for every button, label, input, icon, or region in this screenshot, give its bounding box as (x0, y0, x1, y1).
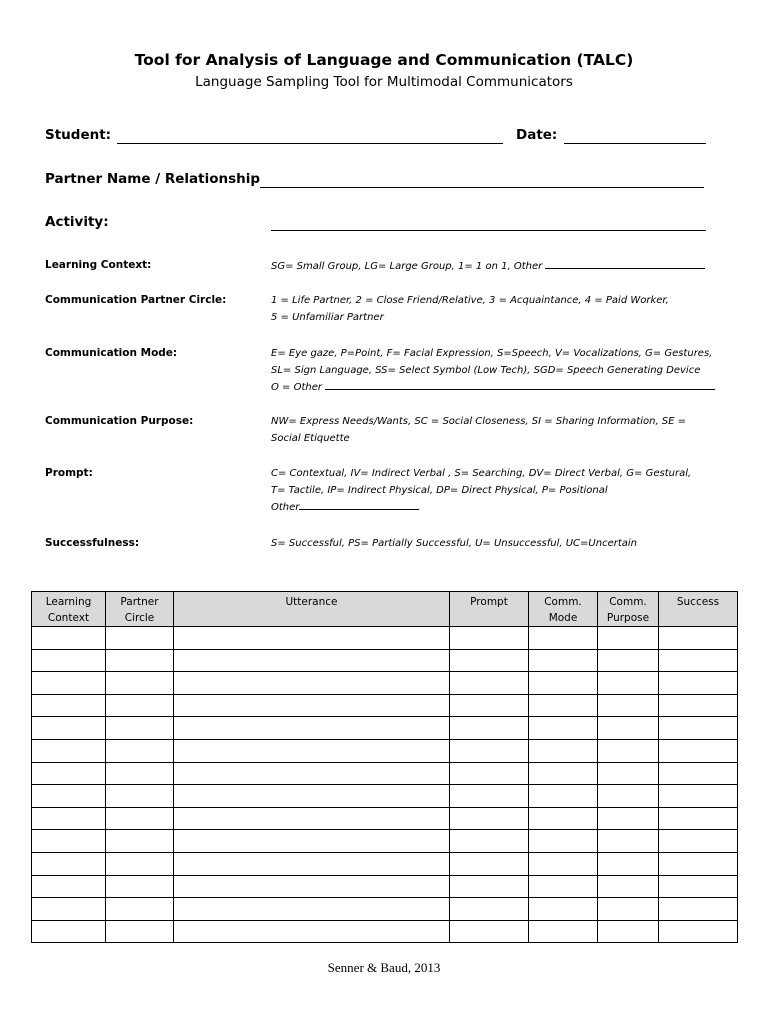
prompt-cell[interactable] (450, 739, 529, 762)
comm-purpose-cell[interactable] (598, 898, 659, 921)
learning-context-cell[interactable] (32, 717, 106, 740)
utterance-cell[interactable] (174, 920, 450, 943)
comm-mode-cell[interactable] (529, 672, 598, 695)
comm-mode-cell[interactable] (529, 627, 598, 650)
prompt-label: Prompt: (45, 467, 93, 479)
communication-mode-codes: E= Eye gaze, P=Point, F= Facial Expression, S=Speech, V= Vocalizations, G= Gestures, SL= Sign Language, SS= Select Symbol (Low Tech), SGD= Speech Generating Device O = Other (271, 346, 741, 397)
partner-label: Partner Name / Relationship (45, 171, 261, 187)
learning-context-codes: SG= Small Group, LG= Large Group, 1= 1 on 1, Other (271, 258, 731, 276)
mode-other-blank[interactable] (325, 379, 715, 390)
prompt-cell[interactable] (450, 875, 529, 898)
header-utterance: Utterance (174, 592, 450, 627)
partner-circle-cell[interactable] (106, 694, 174, 717)
success-cell[interactable] (659, 785, 738, 808)
sampling-table (31, 591, 738, 943)
partner-circle-label: Communication Partner Circle: (45, 294, 227, 306)
table-row (32, 694, 738, 717)
table-row (32, 649, 738, 672)
comm-purpose-cell[interactable] (598, 627, 659, 650)
activity-field[interactable] (271, 230, 706, 231)
activity-label: Activity: (45, 214, 109, 230)
partner-circle-cell[interactable] (106, 807, 174, 830)
utterance-cell[interactable] (174, 875, 450, 898)
comm-purpose-cell[interactable] (598, 920, 659, 943)
communication-purpose-label: Communication Purpose: (45, 415, 194, 427)
learning-context-cell[interactable] (32, 627, 106, 650)
header-partner-circle: Partner Circle (106, 592, 174, 627)
comm-purpose-cell[interactable] (598, 739, 659, 762)
student-field[interactable] (117, 143, 503, 144)
comm-purpose-cell[interactable] (598, 762, 659, 785)
comm-purpose-cell[interactable] (598, 875, 659, 898)
utterance-cell[interactable] (174, 627, 450, 650)
success-cell[interactable] (659, 762, 738, 785)
learning-context-cell[interactable] (32, 785, 106, 808)
comm-purpose-cell[interactable] (598, 785, 659, 808)
prompt-cell[interactable] (450, 785, 529, 808)
communication-mode-label: Communication Mode: (45, 347, 178, 359)
form-subtitle: Language Sampling Tool for Multimodal Communicators (195, 74, 573, 90)
citation: Senner & Baud, 2013 (327, 960, 441, 975)
success-cell[interactable] (659, 739, 738, 762)
header-success: Success (659, 592, 738, 627)
success-cell[interactable] (659, 694, 738, 717)
learning-context-cell[interactable] (32, 807, 106, 830)
partner-circle-cell[interactable] (106, 649, 174, 672)
comm-purpose-cell[interactable] (598, 717, 659, 740)
form-title: Tool for Analysis of Language and Communication (TALC) (134, 51, 634, 69)
learning-context-other-blank[interactable] (545, 258, 705, 269)
utterance-cell[interactable] (174, 898, 450, 921)
table-row (32, 762, 738, 785)
utterance-cell[interactable] (174, 694, 450, 717)
prompt-cell[interactable] (450, 672, 529, 695)
comm-mode-cell[interactable] (529, 920, 598, 943)
learning-context-cell[interactable] (32, 649, 106, 672)
utterance-cell[interactable] (174, 785, 450, 808)
table-row (32, 830, 738, 853)
table-row (32, 852, 738, 875)
table-row (32, 672, 738, 695)
comm-purpose-cell[interactable] (598, 694, 659, 717)
success-cell[interactable] (659, 830, 738, 853)
partner-circle-cell[interactable] (106, 852, 174, 875)
date-field[interactable] (564, 143, 706, 144)
comm-mode-cell[interactable] (529, 785, 598, 808)
table-row (32, 717, 738, 740)
utterance-cell[interactable] (174, 852, 450, 875)
communication-purpose-codes: NW= Express Needs/Wants, SC = Social Closeness, SI = Sharing Information, SE = Social Etiquette (271, 416, 687, 444)
partner-circle-cell[interactable] (106, 627, 174, 650)
partner-circle-cell[interactable] (106, 672, 174, 695)
prompt-cell[interactable] (450, 717, 529, 740)
learning-context-cell[interactable] (32, 830, 106, 853)
success-cell[interactable] (659, 898, 738, 921)
comm-mode-cell[interactable] (529, 898, 598, 921)
table-row (32, 898, 738, 921)
partner-circle-cell[interactable] (106, 762, 174, 785)
utterance-cell[interactable] (174, 830, 450, 853)
table-header-row (32, 592, 738, 627)
comm-purpose-cell[interactable] (598, 672, 659, 695)
learning-context-cell[interactable] (32, 852, 106, 875)
prompt-cell[interactable] (450, 627, 529, 650)
learning-context-cell[interactable] (32, 739, 106, 762)
success-cell[interactable] (659, 672, 738, 695)
success-cell[interactable] (659, 649, 738, 672)
student-label: Student: (45, 127, 112, 143)
header-comm-mode: Comm. Mode (529, 592, 598, 627)
comm-mode-cell[interactable] (529, 875, 598, 898)
learning-context-cell[interactable] (32, 672, 106, 695)
prompt-cell[interactable] (450, 830, 529, 853)
comm-purpose-cell[interactable] (598, 807, 659, 830)
header-comm-purpose: Comm. Purpose (598, 592, 659, 627)
table-row (32, 807, 738, 830)
learning-context-cell[interactable] (32, 762, 106, 785)
table-row (32, 627, 738, 650)
comm-purpose-cell[interactable] (598, 649, 659, 672)
successfulness-codes: S= Successful, PS= Partially Successful, U= Unsuccessful, UC=Uncertain (271, 538, 637, 549)
partner-field[interactable] (260, 187, 704, 188)
prompt-cell[interactable] (450, 649, 529, 672)
learning-context-cell[interactable] (32, 694, 106, 717)
utterance-cell[interactable] (174, 649, 450, 672)
prompt-cell[interactable] (450, 807, 529, 830)
prompt-cell[interactable] (450, 920, 529, 943)
success-cell[interactable] (659, 717, 738, 740)
header-learning-context: Learning Context (32, 592, 106, 627)
utterance-cell[interactable] (174, 672, 450, 695)
comm-mode-cell[interactable] (529, 807, 598, 830)
table-row (32, 739, 738, 762)
comm-mode-cell[interactable] (529, 739, 598, 762)
success-cell[interactable] (659, 852, 738, 875)
comm-mode-cell[interactable] (529, 852, 598, 875)
table-row (32, 785, 738, 808)
learning-context-cell[interactable] (32, 898, 106, 921)
partner-circle-codes: 1 = Life Partner, 2 = Close Friend/Relative, 3 = Acquaintance, 4 = Paid Worker, 5 = Unfamiliar Partner (271, 295, 669, 323)
comm-mode-cell[interactable] (529, 762, 598, 785)
table-row (32, 920, 738, 943)
prompt-codes: C= Contextual, IV= Indirect Verbal , S= Searching, DV= Direct Verbal, G= Gestural, T= Tactile, IP= Indirect Physical, DP= Direct Physical, P= Positional Other (271, 468, 692, 513)
comm-mode-cell[interactable] (529, 649, 598, 672)
comm-mode-cell[interactable] (529, 830, 598, 853)
comm-purpose-cell[interactable] (598, 852, 659, 875)
partner-circle-cell[interactable] (106, 920, 174, 943)
success-cell[interactable] (659, 627, 738, 650)
comm-mode-cell[interactable] (529, 694, 598, 717)
success-cell[interactable] (659, 920, 738, 943)
learning-context-cell[interactable] (32, 875, 106, 898)
prompt-cell[interactable] (450, 762, 529, 785)
comm-purpose-cell[interactable] (598, 830, 659, 853)
header-prompt: Prompt (450, 592, 529, 627)
partner-circle-cell[interactable] (106, 785, 174, 808)
success-cell[interactable] (659, 875, 738, 898)
utterance-cell[interactable] (174, 739, 450, 762)
partner-circle-cell[interactable] (106, 717, 174, 740)
success-cell[interactable] (659, 807, 738, 830)
learning-context-cell[interactable] (32, 920, 106, 943)
prompt-cell[interactable] (450, 694, 529, 717)
date-label: Date: (516, 127, 558, 143)
successfulness-label: Successfulness: (45, 537, 140, 549)
prompt-cell[interactable] (450, 898, 529, 921)
comm-mode-cell[interactable] (529, 717, 598, 740)
utterance-cell[interactable] (174, 717, 450, 740)
partner-circle-cell[interactable] (106, 898, 174, 921)
utterance-cell[interactable] (174, 807, 450, 830)
table-row (32, 875, 738, 898)
prompt-cell[interactable] (450, 852, 529, 875)
partner-circle-cell[interactable] (106, 830, 174, 853)
prompt-other-blank[interactable] (299, 499, 419, 510)
partner-circle-cell[interactable] (106, 739, 174, 762)
learning-context-label: Learning Context: (45, 259, 152, 271)
utterance-cell[interactable] (174, 762, 450, 785)
partner-circle-cell[interactable] (106, 875, 174, 898)
